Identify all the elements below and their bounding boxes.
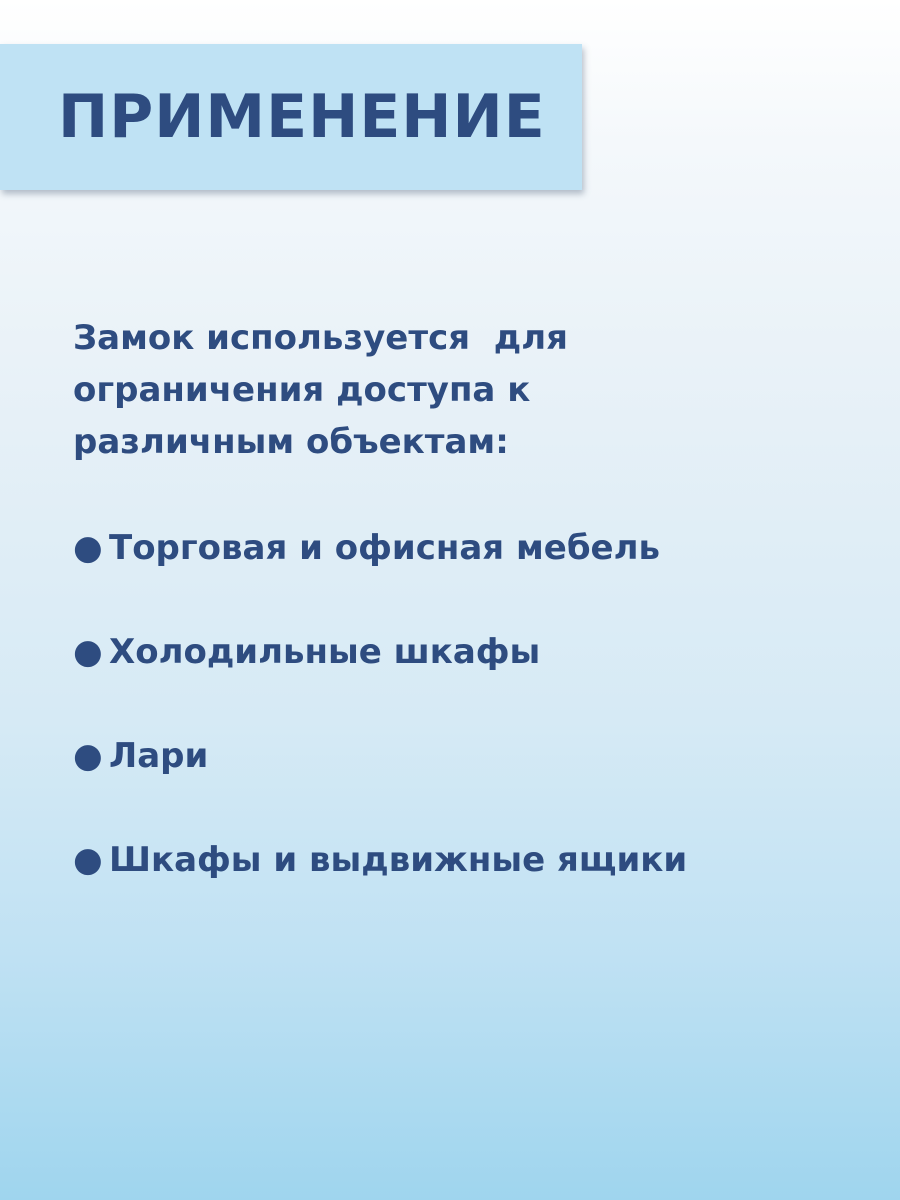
intro-line: Замок используется для — [73, 318, 568, 358]
bullet-icon: ● — [73, 736, 103, 776]
list-item — [73, 832, 873, 936]
list-item — [73, 728, 873, 832]
usage-list — [73, 520, 873, 936]
intro-paragraph — [73, 312, 773, 468]
intro-line: ограничения доступа к — [73, 370, 531, 410]
list-item — [73, 624, 873, 728]
bullet-icon: ● — [73, 840, 103, 880]
title-banner — [0, 44, 582, 190]
intro-line: различным объектам: — [73, 422, 509, 462]
list-item-label: Шкафы и выдвижные ящики — [109, 840, 688, 880]
bullet-icon: ● — [73, 632, 103, 672]
list-item — [73, 520, 873, 624]
list-item-label: Торговая и офисная мебель — [109, 528, 661, 568]
page-title: ПРИМЕНЕНИЕ — [58, 82, 546, 152]
bullet-icon: ● — [73, 528, 103, 568]
list-item-label: Лари — [109, 736, 209, 776]
list-item-label: Холодильные шкафы — [109, 632, 541, 672]
